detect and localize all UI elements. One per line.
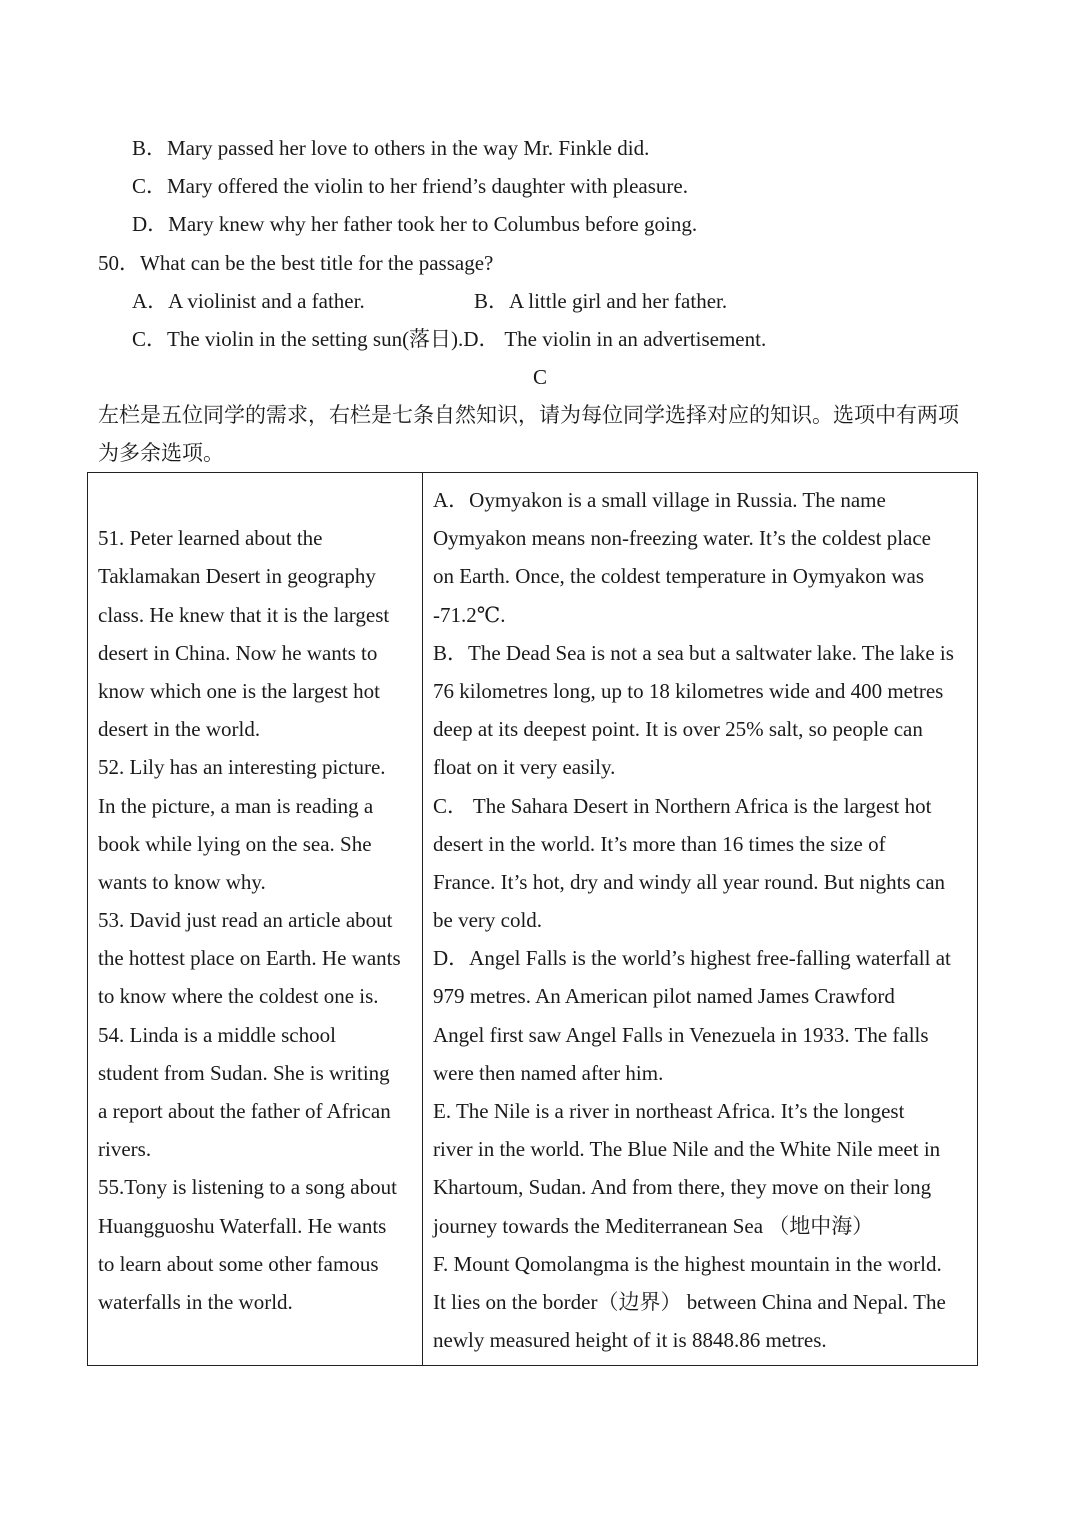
student-need-line: 52. Lily has an interesting picture. [98,755,386,780]
nature-fact-line: C． The Sahara Desert in Northern Africa is the largest hot [433,793,932,818]
nature-fact-line: river in the world. The Blue Nile and the White Nile meet in [433,1137,941,1162]
nature-fact-line: A．Oymyakon is a small village in Russia. The name [433,488,886,512]
nature-fact-line: 979 metres. An American pilot named James Crawford [433,984,895,1009]
student-need-line: the hottest place on Earth. He wants [98,946,401,971]
student-need-line: to know where the coldest one is. [98,984,379,1009]
q49-option-c: C．Mary offered the violin to her friend’s daughter with pleasure. [132,174,688,198]
student-need-line: waterfalls in the world. [98,1289,293,1314]
student-need-line: class. He knew that it is the largest [98,602,390,627]
q50-option-d: D． The violin in an advertisement. [463,327,767,351]
nature-fact-line: B．The Dead Sea is not a sea but a saltwater lake. The lake is [433,640,954,665]
nature-fact-line: Oymyakon means non-freezing water. It’s the coldest place [433,526,931,551]
nature-fact-line: E. The Nile is a river in northeast Africa. It’s the longest [433,1099,905,1123]
student-need-line: 51. Peter learned about the [98,526,323,551]
student-need-line: In the picture, a man is reading a [98,793,374,818]
section-c-letter: C [532,365,547,389]
student-need-line: desert in the world. [98,717,261,742]
nature-fact-line: F. Mount Qomolangma is the highest mountain in the world. [433,1251,942,1276]
nature-fact-line: Khartoum, Sudan. And from there, they move on their long [433,1175,932,1200]
nature-fact-line: 76 kilometres long, up to 18 kilometres wide and 400 metres [433,678,944,703]
q50-option-a: A．A violinist and a father. [132,289,365,313]
nature-fact-line: newly measured height of it is 8848.86 metres. [433,1328,827,1353]
q49-option-d: D．Mary knew why her father took her to Columbus before going. [132,212,698,236]
q50-options-cd [132,320,766,358]
q50-question: 50．What can be the best title for the passage? [98,251,494,275]
table-column-divider [422,472,423,1366]
student-need-line: know which one is the largest hot [98,678,380,703]
nature-fact-line: float on it very easily. [433,755,616,780]
student-need-line: a report about the father of African [98,1099,391,1123]
nature-facts-column [433,481,954,1359]
nature-fact-line: journey towards the Mediterranean Sea （地中海） [433,1213,874,1238]
nature-fact-line: D．Angel Falls is the world’s highest free-falling waterfall at [433,946,951,971]
q50-option-b: B．A little girl and her father. [474,289,728,313]
student-need-line: Huangguoshu Waterfall. He wants [98,1213,387,1238]
student-need-line: to learn about some other famous [98,1251,379,1276]
student-need-line: wants to know why. [98,869,266,894]
nature-fact-line: were then named after him. [433,1060,664,1085]
q49-option-b: B．Mary passed her love to others in the way Mr. Finkle did. [132,136,650,160]
student-need-line: desert in China. Now he wants to [98,640,378,665]
section-c-instruction-line1: 左栏是五位同学的需求，右栏是七条自然知识，请为每位同学选择对应的知识。选项中有两项 [98,403,959,427]
student-need-line: rivers. [98,1137,152,1162]
student-need-line: student from Sudan. She is writing [98,1060,390,1085]
q50-option-c: C．The violin in the setting sun(落日). [132,327,464,351]
student-need-line: 53. David just read an article about [98,908,393,933]
nature-fact-line: on Earth. Once, the coldest temperature in Oymyakon was [433,564,925,589]
student-need-line [98,481,401,519]
nature-fact-line: desert in the world. It’s more than 16 times the size of [433,831,886,856]
nature-fact-line: -71.2℃. [433,602,506,627]
nature-fact-line: It lies on the border（边界） between China and Nepal. The [433,1289,946,1314]
nature-fact-line: be very cold. [433,908,543,933]
student-need-line: Taklamakan Desert in geography [98,564,376,589]
student-need-line: 55.Tony is listening to a song about [98,1175,397,1200]
student-need-line: book while lying on the sea. She [98,831,372,856]
nature-fact-line: Angel first saw Angel Falls in Venezuela in 1933. The falls [433,1022,929,1047]
student-needs-column [98,481,401,1321]
nature-fact-line: France. It’s hot, dry and windy all year round. But nights can [433,869,946,894]
student-need-line: 54. Linda is a middle school [98,1022,336,1047]
nature-fact-line: deep at its deepest point. It is over 25% salt, so people can [433,717,923,742]
section-c-instruction-line2: 为多余选项。 [98,441,224,465]
